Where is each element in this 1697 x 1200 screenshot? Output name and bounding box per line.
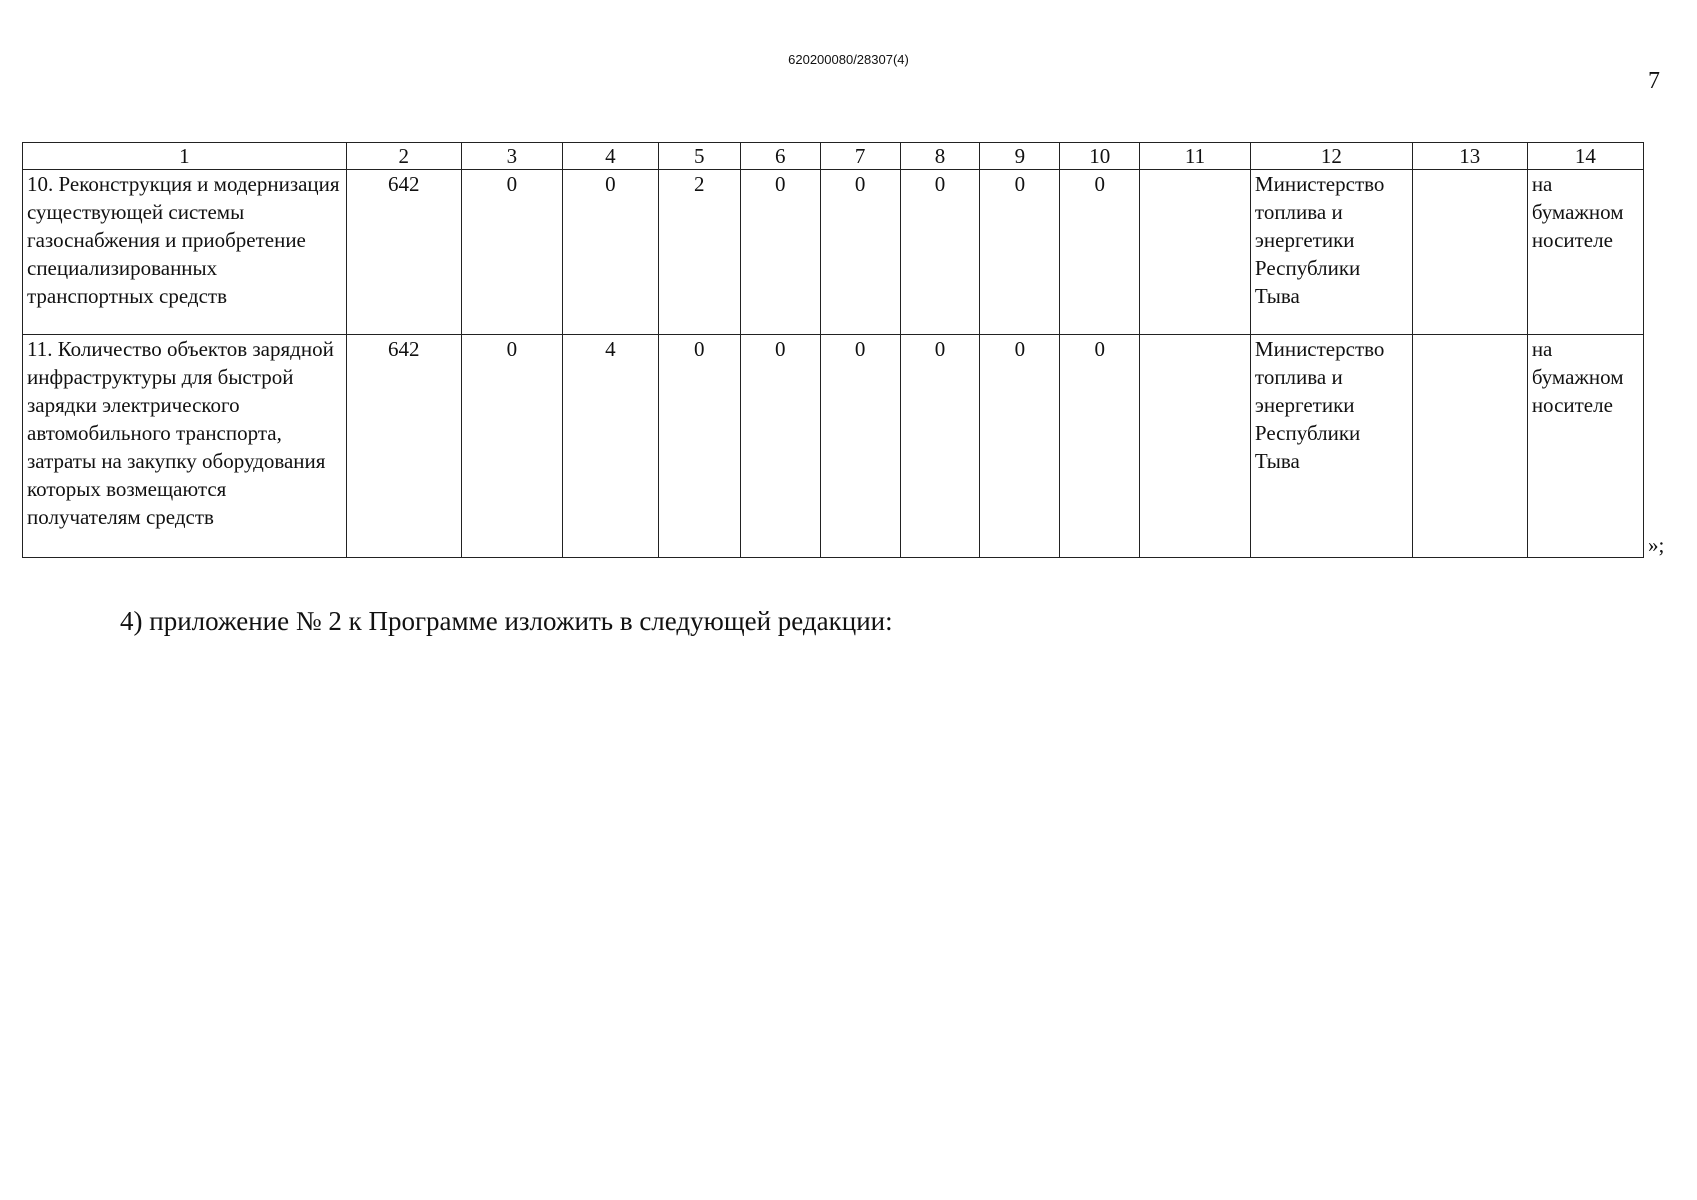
indicators-table (22, 142, 1644, 558)
table-cell: 0 (1060, 335, 1140, 558)
table-cell: 0 (900, 170, 980, 335)
table-row (23, 170, 1644, 335)
header-cell: 11 (1140, 143, 1251, 170)
table-cell: 0 (980, 170, 1060, 335)
header-cell: 4 (562, 143, 658, 170)
header-cell: 12 (1250, 143, 1412, 170)
table-cell: 4 (562, 335, 658, 558)
table-cell: 0 (461, 170, 562, 335)
table-cell: 0 (900, 335, 980, 558)
page-number: 7 (1648, 68, 1660, 94)
table-cell: 0 (562, 170, 658, 335)
header-cell: 1 (23, 143, 347, 170)
table-cell: 2 (658, 170, 740, 335)
closing-quote: »; (1648, 533, 1665, 557)
header-cell: 5 (658, 143, 740, 170)
header-cell: 14 (1527, 143, 1643, 170)
table-cell: 0 (820, 170, 900, 335)
table-cell (1412, 170, 1527, 335)
header-cell: 2 (346, 143, 461, 170)
table-cell: 0 (980, 335, 1060, 558)
table-cell (1412, 335, 1527, 558)
table-cell: 0 (740, 335, 820, 558)
table-cell (1140, 335, 1251, 558)
document-id: 620200080/28307(4) (788, 52, 909, 67)
table-row (23, 335, 1644, 558)
header-cell: 3 (461, 143, 562, 170)
medium-cell: на бумажном носителе (1527, 335, 1643, 558)
header-cell: 8 (900, 143, 980, 170)
amendment-paragraph: 4) приложение № 2 к Программе изложить в следующей редакции: (120, 606, 893, 636)
table-header-row (23, 143, 1644, 170)
header-cell: 6 (740, 143, 820, 170)
header-cell: 10 (1060, 143, 1140, 170)
header-cell: 7 (820, 143, 900, 170)
table-cell (1140, 170, 1251, 335)
medium-cell: на бумажном носителе (1527, 170, 1643, 335)
table-cell: 0 (740, 170, 820, 335)
table-cell: 0 (658, 335, 740, 558)
responsible-body: Министерство топлива и энергетики Республики Тыва (1250, 170, 1412, 335)
table-cell: 0 (461, 335, 562, 558)
header-cell: 13 (1412, 143, 1527, 170)
table-cell: 642 (346, 335, 461, 558)
indicator-name: 11. Количество объектов зарядной инфраструктуры для быстрой зарядки электрического автомобильного транспорта, затраты на закупку оборудования которых возмещаются получателям средств (23, 335, 347, 558)
header-cell: 9 (980, 143, 1060, 170)
table-cell: 642 (346, 170, 461, 335)
table-cell: 0 (820, 335, 900, 558)
indicator-name: 10. Реконструкция и модернизация существующей системы газоснабжения и приобретение специализированных транспортных средств (23, 170, 347, 335)
responsible-body: Министерство топлива и энергетики Республики Тыва (1250, 335, 1412, 558)
table-cell: 0 (1060, 170, 1140, 335)
